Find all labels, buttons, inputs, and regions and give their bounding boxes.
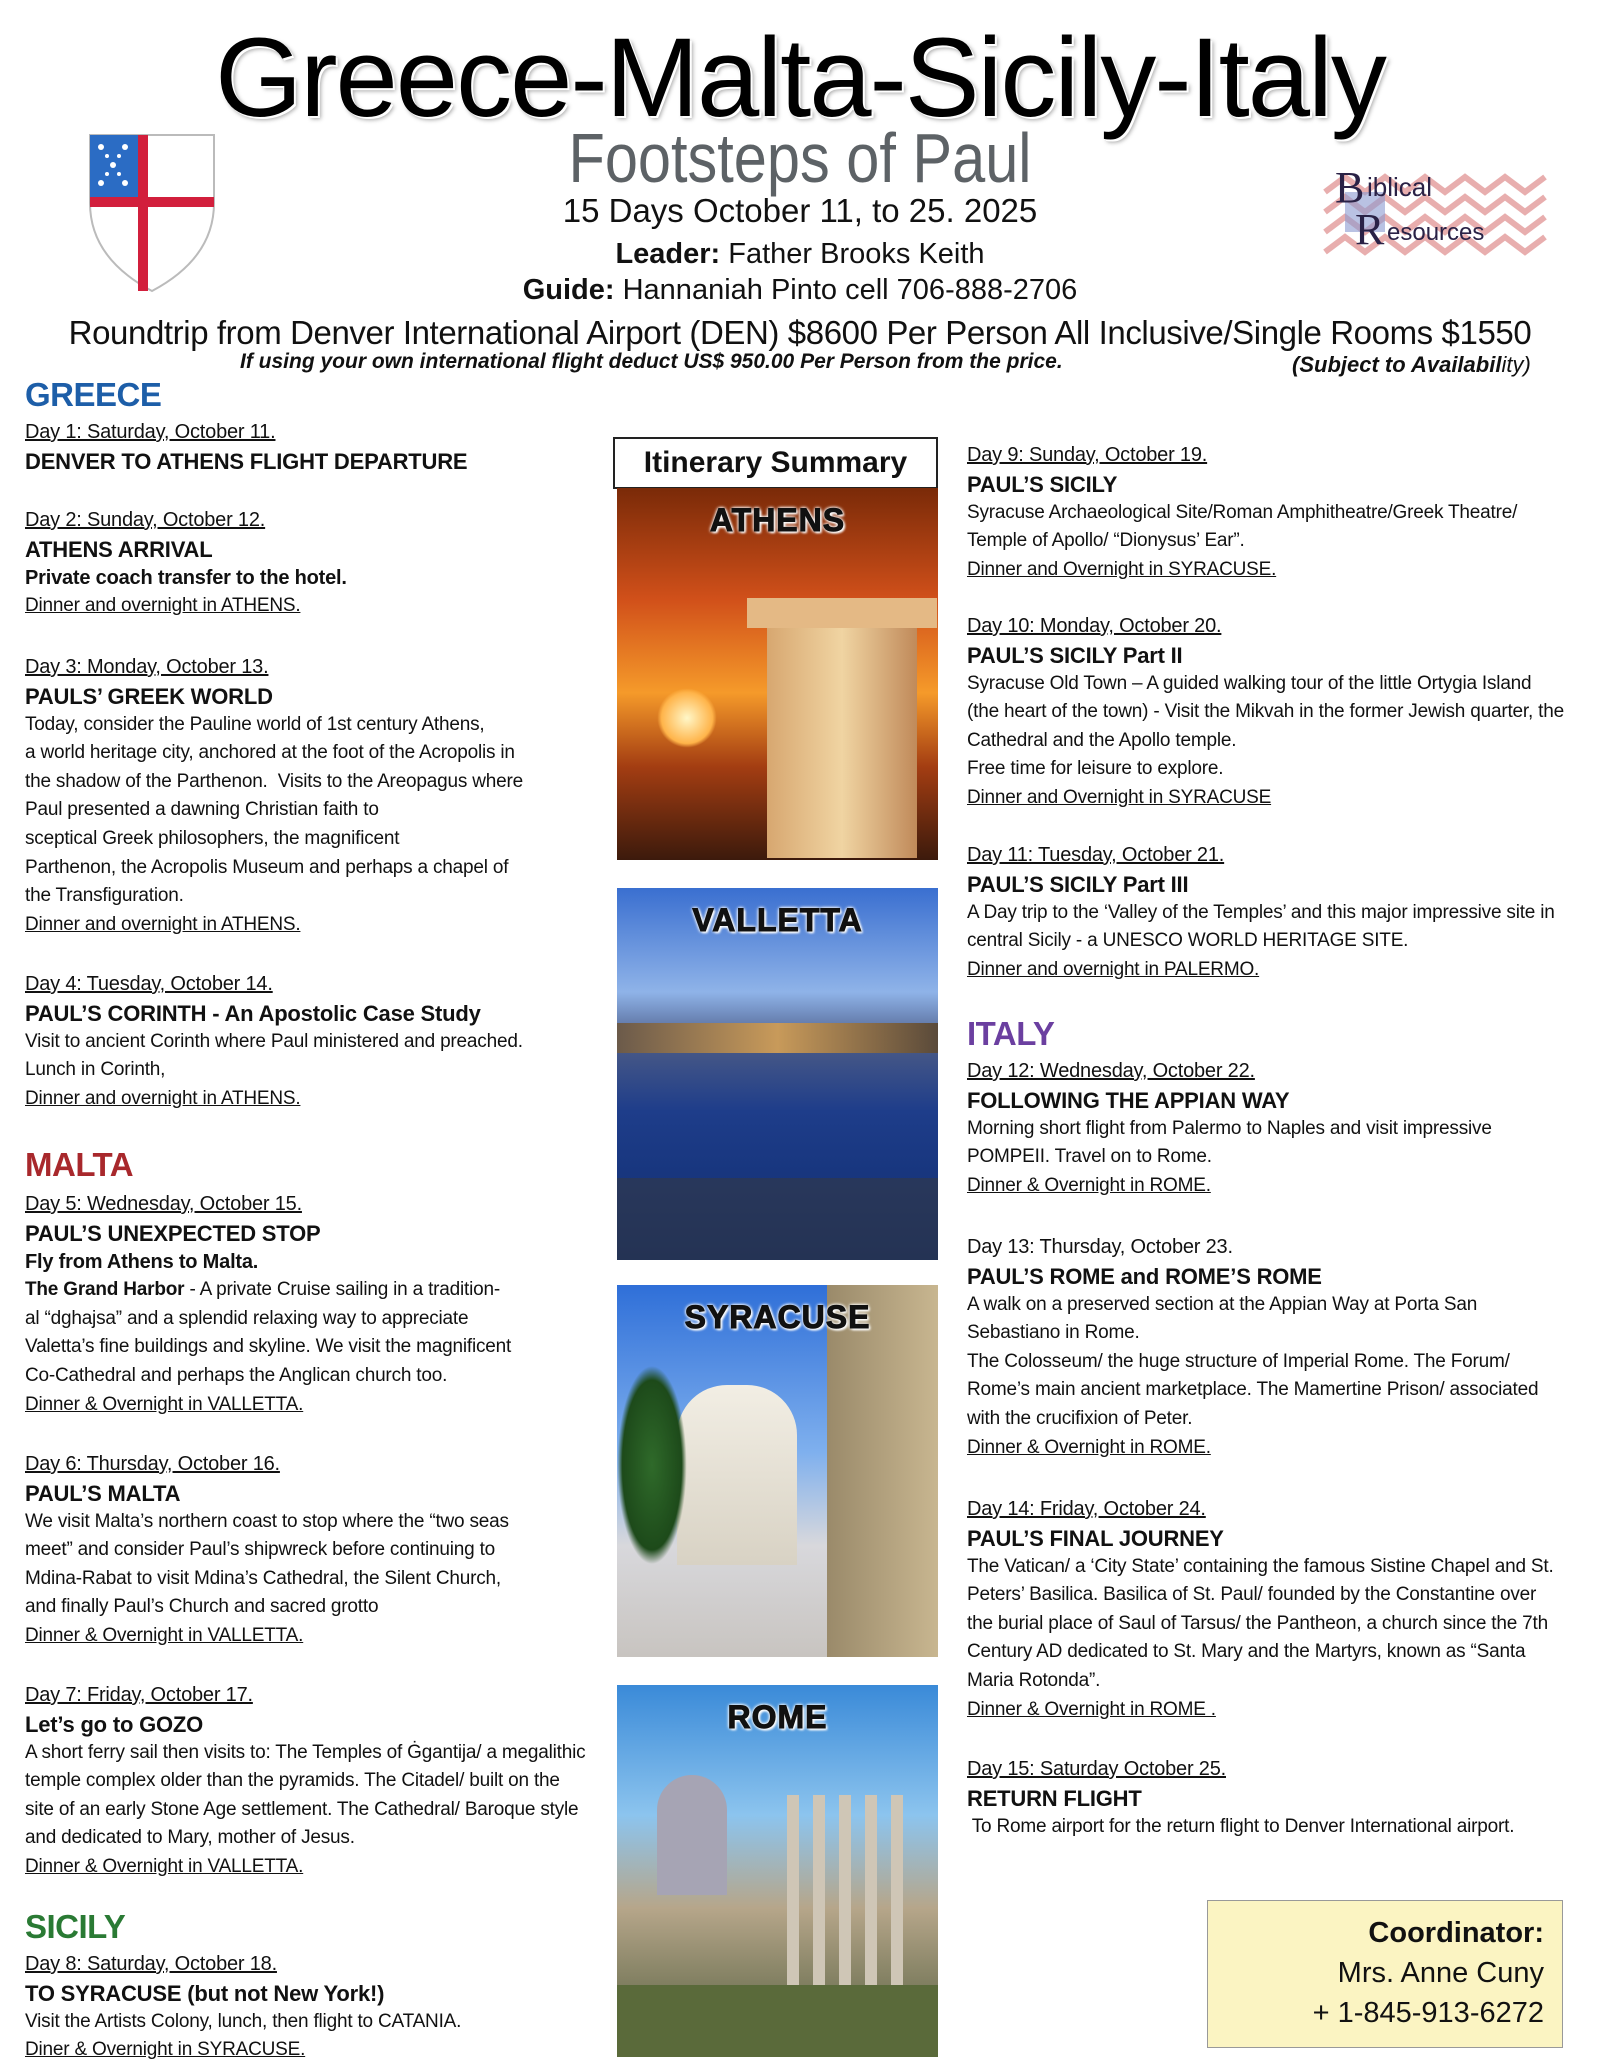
section-italy: ITALY <box>967 1015 1055 1052</box>
day-date: Day 3: Monday, October 13. <box>25 656 269 678</box>
day-accommodation: Diner & Overnight in SYRACUSE. <box>25 2039 306 2061</box>
day-date: Day 12: Wednesday, October 22. <box>967 1060 1255 1082</box>
day-description-text: A short ferry sail then visits to: The Temples of Ġgantija/ a megalithic temple complex older than the pyramids. The Citadel/ built on the site of an early Stone Age settlement. The Cathedral/ Baroque style and dedicated to Mary, mother of Jesus. <box>25 1741 586 1849</box>
day-description <box>25 1028 523 1085</box>
day-description <box>25 1276 511 1390</box>
day-title: PAUL’S CORINTH - An Apostolic Case Study <box>25 1000 481 1026</box>
day-title: PAUL’S FINAL JOURNEY <box>967 1525 1224 1551</box>
day-title: DENVER TO ATHENS FLIGHT DEPARTURE <box>25 448 468 474</box>
day-description-text: Morning short flight from Palermo to Naples and visit impressive POMPEII. Travel on to Rome. <box>967 1117 1492 1168</box>
day-date: Day 2: Sunday, October 12. <box>25 509 266 531</box>
section-malta: MALTA <box>25 1146 134 1183</box>
day-date: Day 15: Saturday October 25. <box>967 1758 1226 1780</box>
svg-text:R: R <box>1355 205 1385 254</box>
athens-photo <box>617 488 938 860</box>
day-description-text: Visit to ancient Corinth where Paul ministered and preached. Lunch in Corinth, <box>25 1030 523 1081</box>
day-title: PAUL’S SICILY <box>967 471 1118 497</box>
valletta-label: VALLETTA <box>692 902 863 938</box>
day-12-block <box>967 1057 1492 1200</box>
day-date: Day 13: Thursday, October 23. <box>967 1236 1233 1258</box>
day-13-block <box>967 1233 1538 1462</box>
day-3-block <box>25 653 523 939</box>
coordinator-box <box>1207 1900 1563 2048</box>
day-description <box>25 711 523 911</box>
day-date: Day 10: Monday, October 20. <box>967 615 1222 637</box>
day-10-block <box>967 612 1564 813</box>
day-title: PAUL’S ROME and ROME’S ROME <box>967 1263 1322 1289</box>
day-title: TO SYRACUSE (but not New York!) <box>25 1980 385 2006</box>
day-accommodation: Dinner & Overnight in ROME. <box>967 1436 1211 1458</box>
day-title: PAUL’S MALTA <box>25 1480 181 1506</box>
day-date: Day 7: Friday, October 17. <box>25 1684 253 1706</box>
day-title: PAULS’ GREEK WORLD <box>25 683 273 709</box>
coordinator-phone: + 1-845-913-6272 <box>1312 1997 1544 2029</box>
svg-text:B: B <box>1335 163 1365 212</box>
day-description-text: A walk on a preserved section at the Appian Way at Porta San Sebastiano in Rome. The Colosseum/ the huge structure of Imperial Rome. The Forum/ Rome’s main ancient marketplace. The Mamertine Prison/ associated with the crucifixion of Peter. <box>967 1293 1539 1429</box>
availability-note-rest: ity) <box>1501 352 1531 377</box>
trip-dates: 15 Days October 11, to 25. 2025 <box>562 192 1038 229</box>
rome-label: ROME <box>727 1699 828 1735</box>
day-accommodation: Dinner and Overnight in SYRACUSE <box>967 786 1272 808</box>
day-date: Day 8: Saturday, October 18. <box>25 1953 277 1975</box>
day-description <box>25 1739 585 1853</box>
day-date: Day 11: Tuesday, October 21. <box>967 844 1225 866</box>
day-description-text: To Rome airport for the return flight to Denver International airport. <box>967 1815 1515 1837</box>
day-4-block <box>25 970 523 1113</box>
day-6-block <box>25 1450 509 1651</box>
day-accommodation: Dinner & Overnight in VALLETTA. <box>25 1624 304 1646</box>
guide-label: Guide: <box>522 274 615 306</box>
day-11-block <box>967 841 1555 984</box>
day-description <box>967 1813 1514 1842</box>
day-8-block <box>25 1950 461 2065</box>
day-description-text: Visit the Artists Colony, lunch, then flight to CATANIA. <box>25 2010 462 2032</box>
day-9-block <box>967 441 1517 584</box>
availability-note <box>1292 352 1531 378</box>
day-description-text: - A private Cruise sailing in a tradition- al “dghajsa” and a splendid relaxing way to appreciate Valetta’s fine buildings and skyline. We visit the magnificent Co-Cathedral and perhaps the Anglican church too. <box>25 1279 512 1386</box>
day-title: PAUL’S UNEXPECTED STOP <box>25 1220 321 1246</box>
syracuse-label: SYRACUSE <box>684 1299 871 1335</box>
day-1-block <box>25 418 467 476</box>
day-title: FOLLOWING THE APPIAN WAY <box>967 1087 1290 1113</box>
day-title: ATHENS ARRIVAL <box>25 536 213 562</box>
day-accommodation: Dinner and overnight in ATHENS. <box>25 595 301 617</box>
guide-line <box>0 274 1600 307</box>
day-2-block <box>25 506 347 621</box>
athens-label: ATHENS <box>709 502 846 538</box>
page-title: Greece-Malta-Sicily-Italy <box>215 15 1385 140</box>
day-title: RETURN FLIGHT <box>967 1785 1142 1811</box>
svg-text:iblical: iblical <box>1367 172 1433 202</box>
day-accommodation: Dinner and overnight in PALERMO. <box>967 958 1260 980</box>
day-accommodation: Dinner and Overnight in SYRACUSE. <box>967 558 1277 580</box>
svg-text:esources: esources <box>1387 219 1485 246</box>
day-accommodation: Dinner & Overnight in ROME . <box>967 1698 1216 1720</box>
day-accommodation: Dinner and overnight in ATHENS. <box>25 1087 301 1109</box>
coordinator-label: Coordinator: <box>1368 1917 1544 1949</box>
rome-photo <box>617 1685 938 2057</box>
day-date: Day 5: Wednesday, October 15. <box>25 1193 302 1215</box>
day-5-block <box>25 1190 511 1419</box>
valletta-photo <box>617 888 938 1260</box>
availability-note-bold: (Subject to Availabil <box>1292 352 1502 377</box>
day-14-block <box>967 1495 1554 1724</box>
day-description-text: Today, consider the Pauline world of 1st century Athens, a world heritage city, anchored at the foot of the Acropolis in the shadow of the Parthenon. Visits to the Areopagus where Paul presented a dawning Christian faith to sceptical Greek philosophers, the magnificent Parthenon, the Acropolis Museum and perhaps a chapel of the Transfiguration. <box>25 713 524 907</box>
day-lead: Fly from Athens to Malta. <box>25 1250 259 1273</box>
day-description <box>967 1291 1538 1434</box>
day-7-block <box>25 1681 585 1882</box>
day-date: Day 9: Sunday, October 19. <box>967 444 1208 466</box>
day-accommodation: Dinner & Overnight in ROME. <box>967 1174 1211 1196</box>
day-description <box>967 670 1564 784</box>
day-title: PAUL’S SICILY Part III <box>967 871 1189 897</box>
day-description-text: Syracuse Archaeological Site/Roman Amphitheatre/Greek Theatre/ Temple of Apollo/ “Dionysus’ Ear”. <box>967 501 1518 552</box>
day-accommodation: Dinner and overnight in ATHENS. <box>25 913 301 935</box>
day-date: Day 1: Saturday, October 11. <box>25 421 276 443</box>
day-date: Day 6: Thursday, October 16. <box>25 1453 280 1475</box>
day-date: Day 14: Friday, October 24. <box>967 1498 1206 1520</box>
day-accommodation: Dinner & Overnight in VALLETTA. <box>25 1393 304 1415</box>
day-description-text: The Vatican/ a ‘City State’ containing the famous Sistine Chapel and St. Peters’ Basilica. Basilica of St. Paul/ founded by the Constantine over the burial place of Saul of Tarsus/ the Pantheon, a church since the 7th Century AD dedicated to St. Mary and the Martyrs, known as “Santa Maria Rotonda”. <box>967 1555 1554 1691</box>
day-description <box>967 899 1555 956</box>
leader-name: Father Brooks Keith <box>728 238 985 270</box>
day-description <box>25 2008 461 2037</box>
guide-name: Hannaniah Pinto cell 706-888-2706 <box>622 274 1078 306</box>
day-date: Day 4: Tuesday, October 14. <box>25 973 273 995</box>
day-description <box>25 1508 509 1622</box>
day-description <box>967 499 1517 556</box>
syracuse-photo <box>617 1285 938 1657</box>
day-description-text: Syracuse Old Town – A guided walking tour of the little Ortygia Island (the heart of the town) - Visit the Mikvah in the former Jewish quarter, the Cathedral and the Apollo temple. Free time for leisure to explore. <box>967 672 1564 780</box>
day-lead: Private coach transfer to the hotel. <box>25 566 347 589</box>
day-description-text: We visit Malta’s northern coast to stop where the “two seas meet” and consider Paul’s shipwreck before continuing to Mdina-Rabat to visit Mdina’s Cathedral, the Silent Church, and finally Paul’s Church and sacred grotto <box>25 1510 509 1618</box>
day-description <box>967 1553 1554 1696</box>
day-description <box>967 1115 1492 1172</box>
day-15-block <box>967 1755 1514 1841</box>
section-greece: GREECE <box>25 376 162 413</box>
leader-line <box>0 238 1600 271</box>
flight-deduction-note: If using your own international flight deduct US$ 950.00 Per Person from the price. <box>240 350 1063 373</box>
section-sicily: SICILY <box>25 1908 126 1945</box>
day-title: Let’s go to GOZO <box>25 1711 204 1737</box>
day-description-text: A Day trip to the ‘Valley of the Temples’ and this major impressive site in central Sicily - a UNESCO WORLD HERITAGE SITE. <box>967 901 1555 952</box>
page-subtitle: Footsteps of Paul <box>568 119 1032 197</box>
itinerary-summary-title: Itinerary Summary <box>613 437 938 489</box>
coordinator-name: Mrs. Anne Cuny <box>1337 1957 1544 1989</box>
day-accommodation: Dinner & Overnight in VALLETTA. <box>25 1855 304 1877</box>
leader-label: Leader: <box>615 238 721 270</box>
day-description-highlight: The Grand Harbor <box>25 1279 185 1301</box>
price-line: Roundtrip from Denver International Airport (DEN) $8600 Per Person All Inclusive/Single Rooms $1550 <box>68 314 1532 351</box>
day-title: PAUL’S SICILY Part II <box>967 642 1183 668</box>
